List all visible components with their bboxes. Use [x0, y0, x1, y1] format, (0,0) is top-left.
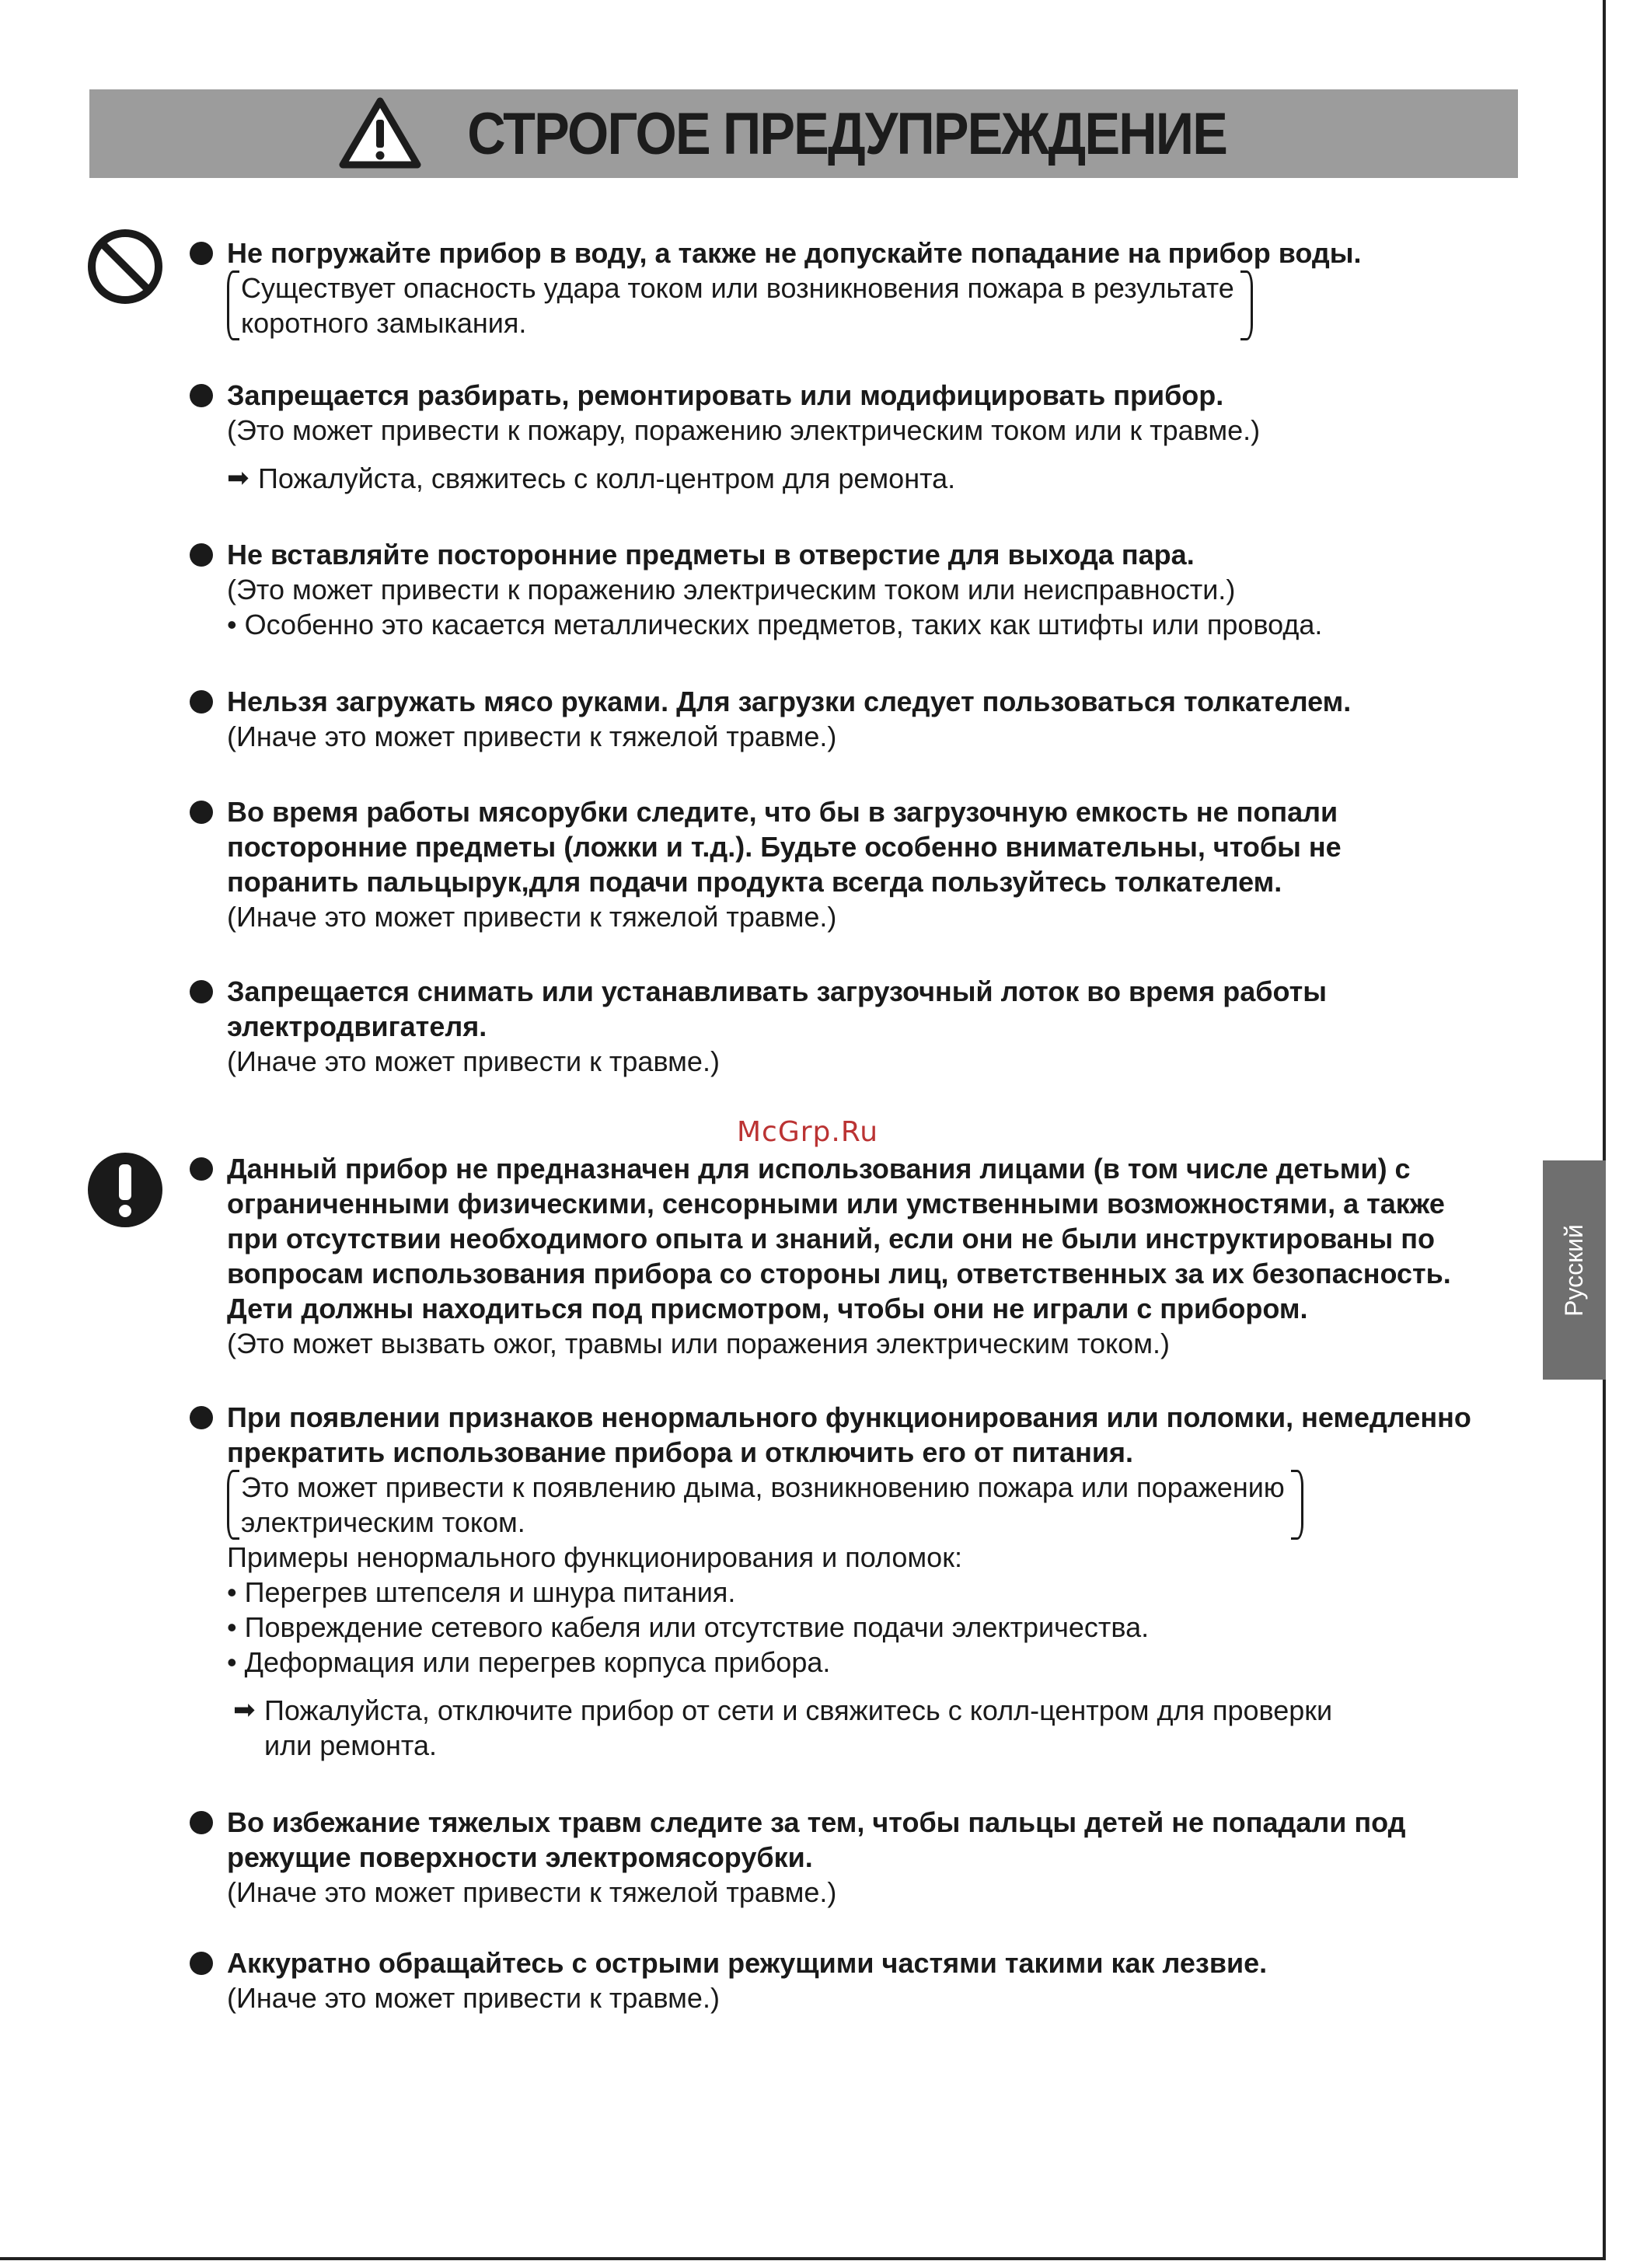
arrow-right-icon: ➡ [233, 1695, 256, 1725]
warning-note: (Иначе это может привести к тяжелой травме.) [227, 901, 837, 933]
warning-note: (Это может привести к пожару, поражению электрическим током или к травме.) [227, 414, 1261, 446]
warning-note: (Иначе это может привести к тяжелой травме.) [227, 1876, 837, 1908]
warning-heading [227, 974, 1527, 1044]
heading-line: посторонние предметы (ложки и т.д.). Будьте особенно внимательны, чтобы не [227, 831, 1342, 863]
arrow-note-text [264, 1693, 1332, 1763]
examples-title: Примеры ненормального функционирования и поломок: [227, 1541, 962, 1573]
warning-heading: Нельзя загружать мясо руками. Для загрузки следует пользоваться толкателем. [227, 686, 1352, 717]
bullet-dot [190, 384, 213, 407]
warning-heading: Аккуратно обращайтесь с острыми режущими частями такими как лезвие. [227, 1947, 1268, 1979]
warning-item [190, 1151, 1527, 1361]
example-item: • Перегрев штепселя и шнура питания. [227, 1576, 736, 1608]
warning-item [190, 794, 1527, 934]
warning-item [190, 1805, 1527, 1910]
heading-line: Дети должны находиться под присмотром, чтобы они не играли с прибором. [227, 1293, 1308, 1324]
warning-note: (Это может привести к поражению электрическим током или неисправности.) [227, 574, 1236, 605]
bullet-dot [190, 690, 213, 714]
warning-item [190, 236, 1527, 340]
warning-triangle-icon [338, 96, 422, 171]
warning-item [190, 1400, 1527, 1763]
language-label: Русский [1560, 1223, 1589, 1317]
warning-heading [227, 794, 1527, 899]
bullet-dot [190, 1811, 213, 1834]
mandatory-exclamation-icon [85, 1150, 165, 1230]
heading-line: режущие поверхности электромясорубки. [227, 1841, 813, 1873]
heading-line: электродвигателя. [227, 1010, 487, 1042]
watermark: McGrp.Ru [737, 1116, 879, 1148]
page-title: СТРОГОЕ ПРЕДУПРЕЖДЕНИЕ [467, 100, 1227, 167]
note-line: электрическим током. [241, 1506, 525, 1538]
heading-line: прекратить использование прибора и отключить его от питания. [227, 1436, 1133, 1468]
warning-note [227, 270, 1253, 340]
warning-note: (Иначе это может привести к травме.) [227, 1982, 720, 2014]
warning-note: (Иначе это может привести к тяжелой травме.) [227, 721, 837, 752]
example-item: • Деформация или перегрев корпуса прибора. [227, 1646, 831, 1678]
bullet-dot [190, 543, 213, 567]
warning-heading [227, 1151, 1527, 1326]
heading-line: при отсутствии необходимого опыта и знаний, если они не были инструктированы по [227, 1223, 1436, 1254]
warning-item [190, 684, 1527, 754]
heading-line: При появлении признаков ненормального функционирования или поломки, немедленно [227, 1401, 1471, 1433]
bullet-dot [190, 1157, 213, 1181]
example-item: • Повреждение сетевого кабеля или отсутствие подачи электричества. [227, 1611, 1150, 1643]
warning-heading: Не погружайте прибор в воду, а также не допускайте попадание на прибор воды. [227, 237, 1362, 269]
heading-line: ограниченными физическими, сенсорными или умственными возможностями, а также [227, 1188, 1445, 1219]
note-line: Это может привести к появлению дыма, возникновению пожара или поражению [241, 1471, 1285, 1503]
arrow-note [227, 461, 1527, 496]
arrow-note [233, 1693, 1527, 1763]
bullet-dot [190, 1406, 213, 1429]
heading-line: поранить пальцырук,для подачи продукта всегда пользуйтесь толкателем. [227, 866, 1282, 898]
heading-line: Во время работы мясорубки следите, что бы в загрузочную емкость не попали [227, 796, 1338, 828]
arrow-note-text: Пожалуйста, свяжитесь с колл-центром для ремонта. [258, 462, 956, 494]
warning-item [190, 1945, 1527, 2015]
warning-note [227, 1470, 1303, 1540]
warning-heading [227, 1805, 1527, 1875]
heading-line: Данный прибор не предназначен для использования лицами (в том числе детьми) с [227, 1153, 1411, 1185]
warning-note: (Иначе это может привести к травме.) [227, 1045, 720, 1077]
note-line: Существует опасность удара током или возникновения пожара в результате [241, 272, 1234, 304]
warning-heading [227, 1400, 1527, 1470]
bullet-dot [190, 1952, 213, 1975]
arrow-note-line: Пожалуйста, отключите прибор от сети и свяжитесь с колл-центром для проверки [264, 1694, 1333, 1726]
arrow-note-line: или ремонта. [264, 1729, 438, 1761]
heading-line: вопросам использования прибора со стороны лиц, ответственных за их безопасность. [227, 1258, 1451, 1289]
warning-title-bar [89, 89, 1518, 178]
warning-item [190, 537, 1527, 642]
prohibited-icon [85, 227, 165, 306]
warning-item [190, 378, 1527, 496]
warning-note: (Это может вызвать ожог, травмы или поражения электрическим током.) [227, 1328, 1170, 1359]
warning-heading: Не вставляйте посторонние предметы в отверстие для выхода пара. [227, 539, 1195, 570]
warning-sub-point: • Особенно это касается металлических предметов, таких как штифты или провода. [227, 609, 1323, 640]
language-side-tab [1543, 1160, 1606, 1380]
note-line: коротного замыкания. [241, 307, 527, 339]
warning-item [190, 974, 1527, 1079]
heading-line: Запрещается снимать или устанавливать загрузочный лоток во время работы [227, 975, 1327, 1007]
arrow-right-icon: ➡ [227, 463, 249, 493]
bullet-dot [190, 801, 213, 824]
warning-heading: Запрещается разбирать, ремонтировать или модифицировать прибор. [227, 379, 1224, 411]
heading-line: Во избежание тяжелых травм следите за тем, чтобы пальцы детей не попадали под [227, 1806, 1406, 1838]
bullet-dot [190, 980, 213, 1003]
bullet-dot [190, 242, 213, 265]
